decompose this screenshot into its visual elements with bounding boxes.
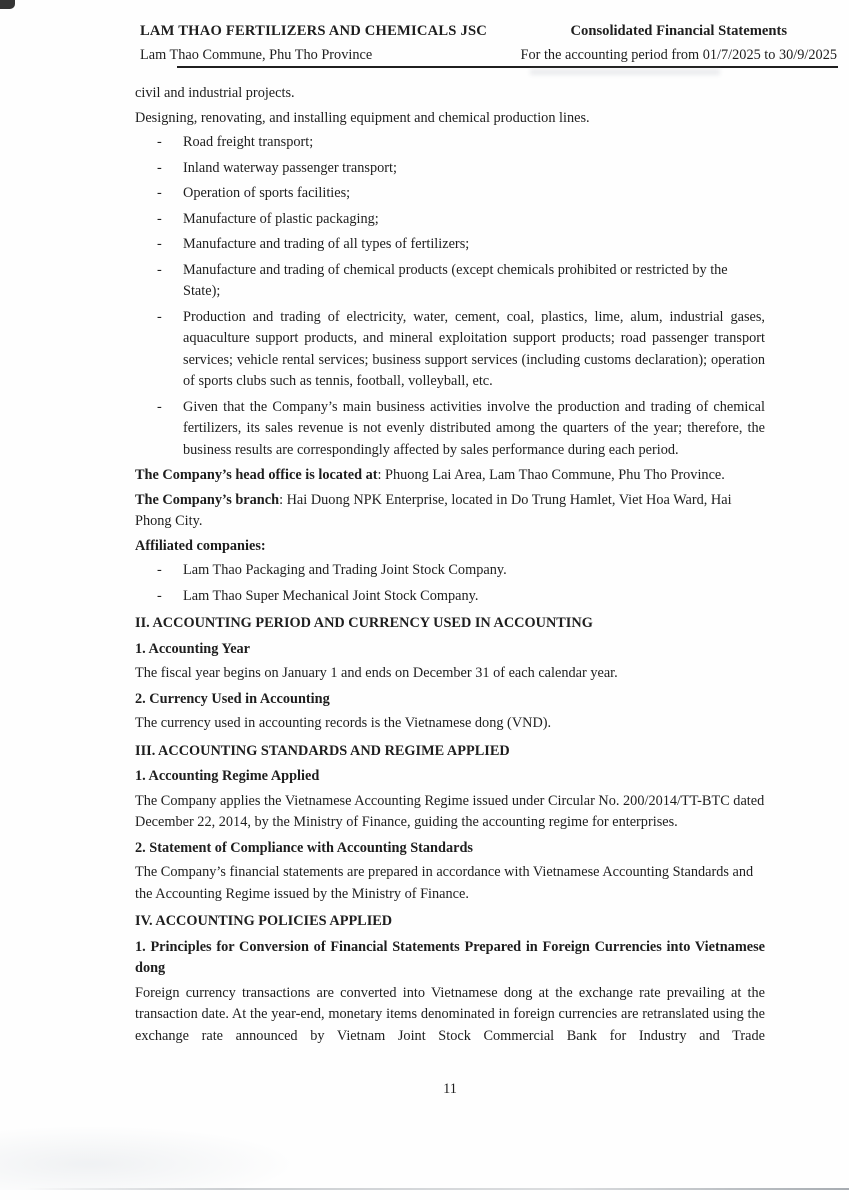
document-content (135, 83, 765, 1050)
list-item-text: Lam Thao Packaging and Trading Joint Stock Company. (183, 562, 507, 578)
list-item-text: Given that the Company’s main business activities involve the production and trading of chemical fertilizers, its sales revenue is not evenly distributed among the quarters of the year; therefore, the business results are correspondingly affected by sales performance during each period. (183, 398, 765, 458)
list-item-text: Production and trading of electricity, water, cement, coal, plastics, lime, alum, industrial gases, aquaculture support products, and mineral exploitation support products; road passenger transport services; vehicle rental services; business support services (including customs declaration); operation of sports clubs such as tennis, football, volleyball, etc. (183, 308, 765, 389)
list-item-text: Manufacture and trading of all types of fertilizers; (183, 236, 470, 252)
company-address: Lam Thao Commune, Phu Tho Province (140, 46, 373, 63)
company-name: LAM THAO FERTILIZERS AND CHEMICALS JSC (140, 23, 487, 39)
scan-corner-artifact (0, 0, 15, 9)
report-block (521, 21, 837, 66)
list-item (135, 560, 765, 582)
head-office-paragraph (135, 465, 765, 487)
company-block (140, 21, 487, 66)
paragraph: The currency used in accounting records is the Vietnamese dong (VND). (135, 715, 552, 731)
report-title: Consolidated Financial Statements (570, 23, 787, 39)
section-heading-iv: IV. ACCOUNTING POLICIES APPLIED (135, 913, 393, 929)
bullet-dash: - (157, 134, 162, 150)
header-divider (177, 66, 838, 68)
list-item (135, 586, 765, 608)
affiliated-companies-list (135, 560, 765, 607)
list-item (135, 260, 765, 303)
section-heading-iii: III. ACCOUNTING STANDARDS AND REGIME APPLIED (135, 742, 510, 759)
business-activities-list (135, 132, 765, 461)
scan-blotch-artifact (0, 1125, 300, 1190)
list-item-text: Lam Thao Super Mechanical Joint Stock Company. (183, 587, 479, 604)
paragraph: The fiscal year begins on January 1 and ends on December 31 of each calendar year. (135, 665, 618, 681)
continuation-line: Designing, renovating, and installing equipment and chemical production lines. (135, 109, 590, 126)
list-item-text: Inland waterway passenger transport; (183, 159, 397, 176)
report-period: For the accounting period from 01/7/2025 to 30/9/2025 (520, 46, 837, 63)
paragraph: The Company’s financial statements are prepared in accordance with Vietnamese Accounting Standards and the Accounting Regime issued by the Ministry of Finance. (135, 864, 754, 902)
paragraph: The Company applies the Vietnamese Accounting Regime issued under Circular No. 200/2014/TT-BTC dated December 22, 2014, by the Ministry of Finance, guiding the accounting regime for enterprises. (135, 792, 765, 830)
subsection-heading: 1. Principles for Conversion of Financial Statements Prepared in Foreign Currencies into Vietnamese dong (135, 938, 765, 976)
list-item-text: Operation of sports facilities; (183, 185, 351, 201)
scan-noise-artifact (25, 1188, 849, 1190)
bullet-dash: - (157, 562, 162, 578)
affiliated-label: Affiliated companies: (135, 537, 266, 554)
bullet-dash: - (157, 398, 162, 415)
paragraph: Foreign currency transactions are converted into Vietnamese dong at the exchange rate prevailing at the transaction date. At the year-end, monetary items denominated in foreign currencies are retranslated using the exchange rate announced by Vietnam Joint Stock Commercial Bank for Industry and Trade (135, 984, 765, 1044)
list-item-text: Manufacture of plastic packaging; (183, 210, 379, 227)
branch-paragraph (135, 490, 765, 533)
list-item (135, 158, 765, 180)
list-item (135, 397, 765, 462)
list-item-text: Road freight transport; (183, 134, 314, 150)
bullet-dash: - (157, 185, 162, 201)
list-item (135, 234, 765, 256)
bullet-dash: - (157, 210, 162, 227)
section-heading-ii: II. ACCOUNTING PERIOD AND CURRENCY USED IN ACCOUNTING (135, 615, 593, 631)
page-number: 11 (443, 1081, 457, 1097)
scan-shadow-artifact (530, 69, 720, 75)
subsection-heading: 2. Currency Used in Accounting (135, 690, 330, 707)
subsection-heading: 2. Statement of Compliance with Accounting Standards (135, 839, 473, 856)
list-item (135, 183, 765, 205)
subsection-heading: 1. Accounting Regime Applied (135, 768, 320, 784)
bullet-dash: - (157, 261, 162, 278)
bullet-dash: - (157, 587, 162, 604)
bullet-dash: - (157, 159, 162, 176)
bullet-dash: - (157, 308, 162, 325)
continuation-line: civil and industrial projects. (135, 85, 295, 101)
subsection-heading: 1. Accounting Year (135, 640, 251, 657)
list-item (135, 307, 765, 393)
head-office-label: The Company’s head office is located at (135, 467, 378, 483)
branch-value: : Hai Duong NPK Enterprise, located in Do Trung Hamlet, Viet Hoa Ward, Hai Phong City. (135, 491, 732, 529)
branch-label: The Company’s branch (135, 491, 280, 508)
list-item (135, 132, 765, 154)
list-item-text: Manufacture and trading of chemical products (except chemicals prohibited or restricted by the State); (183, 261, 728, 299)
bullet-dash: - (157, 236, 162, 252)
list-item (135, 209, 765, 231)
head-office-value: : Phuong Lai Area, Lam Thao Commune, Phu Tho Province. (377, 467, 725, 483)
